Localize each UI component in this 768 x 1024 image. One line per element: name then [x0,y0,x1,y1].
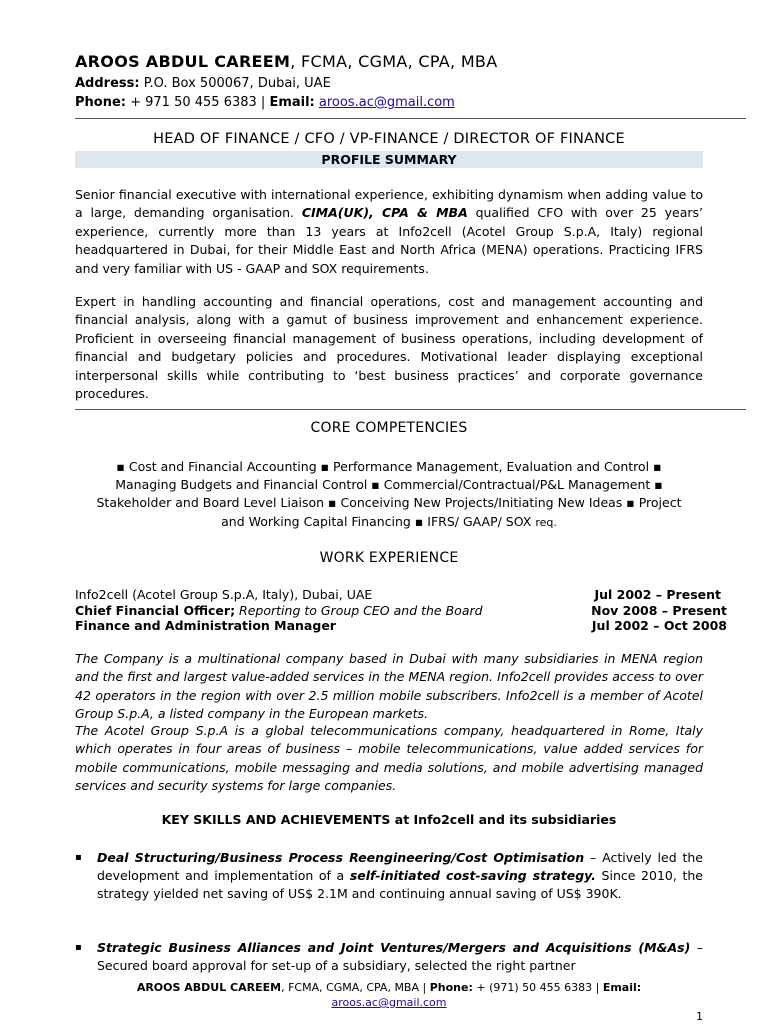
footer-name: AROOS ABDUL CAREEM [136,981,282,994]
bullet-marker: ▪ [75,942,82,953]
profile-p1-c: qualified CFO with over 25 years’ experience, currently more than 13 years at Info2cell (Acotel Group S.p.A, Italy) regional headquartered in Dubai, for their Middle East and North Africa (MENA) operations. Practicing IFRS and very familiar with US - GAAP and SOX requirements. [75,205,704,276]
footer-credentials: , FCMA, CGMA, CPA, MBA | [281,981,430,994]
page-footer [75,980,703,1010]
email-link[interactable]: aroos.ac@gmail.com [318,95,455,110]
role-1-dates: Nov 2008 – Present [591,603,727,618]
profile-paragraph-2: Expert in handling accounting and financial operations, cost and management accounting and financial analysis, along with a gamut of business improvement and enhancement experience. Proficient in overseeing financial management of business operations, including development of financial and budgetary policies and procedures. Motivational leader displaying exceptional interpersonal skills while contributing to ‘best business practices’ and corporate governance procedures. [75,294,703,402]
core-competencies-heading: CORE COMPETENCIES [310,420,468,436]
bullet-marker: ▪ [75,852,82,863]
divider [75,118,746,119]
role-2-title: Finance and Administration Manager [75,618,336,633]
contact-line [75,95,455,110]
company-row [75,587,727,603]
competency-line-1: ▪ Cost and Financial Accounting ▪ Performance Management, Evaluation and Control ▪ [116,459,662,474]
company-description-2: The Acotel Group S.p.A is a global telecommunications company, headquartered in Rome, Italy which operates in four areas of business – mobile telecommunications, value added services for mobile communications, mobile messaging and media solutions, and mobile advertising managed services and security systems for large companies. [75,723,703,794]
achievement-text-2 [97,939,703,975]
achievement-2-title: Strategic Business Alliances and Joint Ventures/Mergers and Acquisitions (M&As) [97,940,691,955]
footer-line-1 [75,980,703,995]
company-description-1: The Company is a multinational company based in Dubai with many subsidiaries in MENA region and the first and largest value-added services in the MENA region. Info2cell provides access to over 42 operators in the region with over 2.5 million mobile subscribers. Info2cell is a member of Acotel Group S.p.A, a listed company in the European markets. [75,651,703,722]
achievement-1-b: self-initiated cost-saving strategy. [349,868,596,884]
footer-phone-label: Phone: [429,981,473,994]
job-title: HEAD OF FINANCE / CFO / VP-FINANCE / DIRECTOR OF FINANCE [153,131,625,147]
candidate-name [75,52,497,71]
footer-email-link[interactable]: aroos.ac@gmail.com [331,996,447,1009]
achievement-item-1 [75,849,703,924]
competency-line-4a: and Working Capital Financing ▪ IFRS/ GAAP/ SOX [221,513,536,529]
work-experience-heading: WORK EXPERIENCE [319,550,459,566]
achievement-1-c: Since 2010, the strategy yielded net saving of US$ 2.1M and continuing annual saving of US$ 390K. [97,868,703,902]
key-skills-heading: KEY SKILLS AND ACHIEVEMENTS at Info2cell and its subsidiaries [161,812,617,827]
phone-label: Phone: [75,95,126,110]
achievement-1-a: – Actively led the development and implementation of a [97,850,704,884]
credentials-text: , FCMA, CGMA, CPA, MBA [290,52,498,71]
role-1-note: Reporting to Group CEO and the Board [235,603,483,618]
role-1-title: Chief Financial Officer; [75,603,236,618]
competency-line-4 [70,513,708,532]
achievement-1-title: Deal Structuring/Business Process Reengineering/Cost Optimisation [97,850,585,865]
role-row-1 [75,603,727,619]
footer-email-label: Email: [602,981,642,994]
profile-p1-a: Senior financial executive with international experience, exhibiting dynamism when adding value to a large, demanding organisation. [75,187,703,221]
achievement-2-a: – Secured board approval for set-up of a subsidiary, selected the right partner [97,940,703,974]
page-number: 1 [696,1010,703,1023]
divider [75,409,746,410]
address-label: Address: [75,76,140,91]
name-text: AROOS ABDUL CAREEM [75,52,291,71]
email-label: Email: [269,95,315,110]
competency-line-4b: req. [535,515,557,529]
role-2-dates: Jul 2002 – Oct 2008 [591,618,727,633]
role-row-2 [75,618,727,634]
address-value: P.O. Box 500067, Dubai, UAE [139,76,331,91]
profile-paragraph-1 [75,186,703,278]
address-line [75,76,331,91]
company-dates: Jul 2002 – Present [594,587,721,602]
phone-value: + 971 50 455 6383 | [125,95,270,110]
company-name: Info2cell (Acotel Group S.p.A, Italy), Dubai, UAE [75,587,373,602]
footer-phone: + (971) 50 455 6383 | [472,981,603,994]
competency-line-2: Managing Budgets and Financial Control ▪ Commercial/Contractual/P&L Management ▪ [115,477,663,493]
achievement-item-2 [75,939,703,979]
qualifications-text: CIMA(UK), CPA & MBA [301,205,468,221]
competencies-list [70,458,708,532]
achievement-text-1 [97,849,703,904]
profile-summary-heading: PROFILE SUMMARY [75,151,703,168]
competency-line-3: Stakeholder and Board Level Liaison ▪ Conceiving New Projects/Initiating New Ideas ▪ Project [96,495,682,511]
